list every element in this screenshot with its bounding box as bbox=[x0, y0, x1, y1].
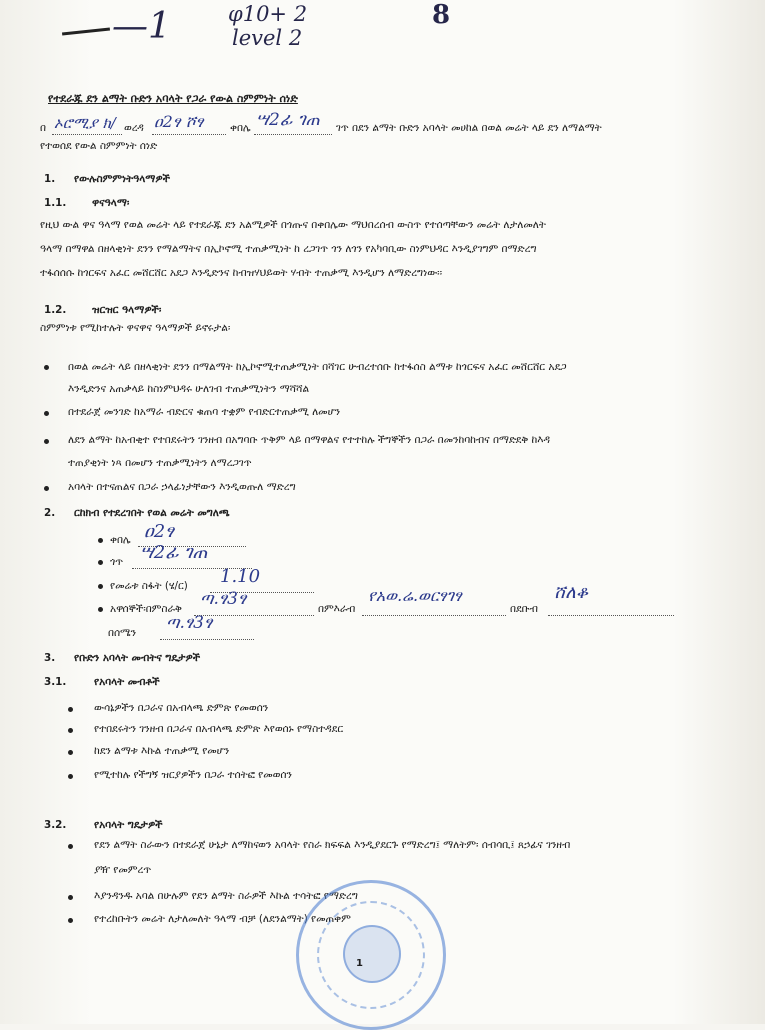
bullet-marker bbox=[68, 750, 73, 755]
s1-2-bullet-3-line-2: ተጠያቂነት ነጻ በመሆን ተጠቃሚነትን ለማረጋገጥ bbox=[68, 457, 252, 469]
bullet-marker bbox=[98, 538, 103, 543]
s1-2-bullet-3-line-1: ለደን ልማት ከአብቂተ የተበደሩትን ገንዘብ በአግባቡ ጥቅም ላይ በማዋልና የተተከሉ ችግኞችን በጋራ በመንከባከብና በማድደቅ ከእዳ bbox=[68, 434, 550, 446]
intro-woreda-label: ወረዳ bbox=[124, 122, 144, 134]
s3-2-number: 3.2. bbox=[44, 819, 67, 831]
s2-kebele-label: ቀበሌ bbox=[110, 534, 131, 546]
stamp-emblem-icon bbox=[343, 925, 401, 983]
s1-2-title: ዝርዝር ዓላማዎች፡ bbox=[92, 304, 162, 316]
s1-1-line-2: ዓላማ በማዋል በዘላቂነት ደንን የማልማትና በኢኮኖሚ ተጠቃሚነት ከ ረጋገጥ ጎን ለጎን የአካባቢው ስነምህዳር እንዲያገግም በማድረግ bbox=[40, 243, 537, 255]
s2-west-handwritten: የአወ.ሬ.ወርፃገፃ bbox=[368, 586, 462, 605]
s2-area-handwritten: 1.10 bbox=[220, 566, 261, 587]
s3-title: የቡድን አባላት መብትና ግዴታዎች bbox=[74, 652, 201, 664]
s1-1-line-1: የዚህ ውል ዋና ዓላማ የወል መሬት ላይ የተደራጁ ደን አልሚዎች በጎጡና በቀበሌው ማህበረሰብ ውስጥ የተሰጣቸውን መሬት ለታለመለት bbox=[40, 219, 546, 231]
s3-2-bullet-3: የተረከቡትን መሬት ለታለመለት ዓላማ ብቻ (ለደንልማት) የመጠቀም bbox=[94, 913, 351, 925]
s1-number: 1. bbox=[44, 173, 56, 185]
handwritten-note-line2: level 2 bbox=[232, 26, 303, 50]
s2-north-fill-line bbox=[160, 639, 254, 640]
intro-prefix: በ bbox=[40, 122, 46, 134]
bullet-marker bbox=[44, 486, 49, 491]
bullet-marker bbox=[68, 707, 73, 712]
official-stamp bbox=[296, 880, 446, 1030]
s1-title: የውሉስምምነትዓላማዎች bbox=[74, 173, 170, 185]
bullet-marker bbox=[98, 607, 103, 612]
zone-handwritten: ኦሮሚያ ክ/ bbox=[54, 114, 116, 132]
document-title: የተደራጁ ደን ልማት ቡድን አባላት የጋራ የውል ስምምነት ሰነድ bbox=[48, 92, 298, 105]
s3-1-bullet-2: የተበደሩትን ገንዘብ በጋራና በአብላጫ ድምጽ እየወሰኑ የማስተዳደር bbox=[94, 723, 344, 735]
s3-1-title: የአባላት መብቶች bbox=[94, 676, 160, 688]
s3-2-bullet-2: እያንዳንዱ አባል በሁሉም የደን ልማት ስራዎች እኩል ተሳትፎ የማድረግ bbox=[94, 890, 358, 902]
s3-2-bullet-1-line-2: ያዥ የመምረጥ bbox=[94, 864, 152, 876]
s2-got-label: ጎጥ bbox=[110, 556, 124, 568]
s2-north-label: በሰሜን bbox=[108, 627, 137, 639]
s1-2-bullet-1-line-1: በወል መሬት ላይ በዘላቂነት ደንን በማልማት ከኢኮኖሚተጠቃሚነት በሻገር ሁብረተሰቡ ከተፋሰስ ልማቱ ከጎርፍና አፈር መሸርሸር አደጋ bbox=[68, 361, 567, 373]
s1-1-line-3: ተፋሰሰሱ ከጎርፍና አፈር መሸርሸር አደጋ እንዲድንና ከብዝሃህይወት ሃብት ተጠቃሚ እንዲሆን ለማድረግነው፡፡ bbox=[40, 267, 443, 279]
s3-2-bullet-1-line-1: የደን ልማት ስራውን በተደራጀ ሁኔታ ለማከናወን አባላት የስራ ክፍፍል እንዲያደርጉ የማድረግ፤ ማለትም፡ ሰብሳቢ፤ ጸኃፊና ገንዘብ bbox=[94, 839, 571, 851]
intro-line2: የተወሰደ የውል ስምምነት ሰነድ bbox=[40, 140, 158, 152]
s1-2-bullet-2: በተደራጀ መንገድ ከአማራ ብድርና ቁጠባ ተቋም የብድርተጠቃሚ ለመሆን bbox=[68, 406, 341, 418]
intro-kebele-label: ቀበሌ bbox=[230, 122, 251, 134]
s2-title: ርከክብ የተደረገበት የወል መሬት መግለጫ bbox=[74, 507, 230, 519]
bullet-marker bbox=[44, 439, 49, 444]
bullet-marker bbox=[68, 774, 73, 779]
bullet-marker bbox=[68, 844, 73, 849]
s1-1-title: ዋናዓላማ፡ bbox=[92, 197, 130, 209]
woreda-handwritten: ዐ2ፃ ሾፃ bbox=[154, 112, 204, 131]
bullet-marker bbox=[44, 365, 49, 370]
s2-south-handwritten: ሸለቆ bbox=[554, 582, 589, 603]
s2-area-label: የመሬቱ ስፋት (ሄ/ር) bbox=[110, 580, 188, 592]
handwritten-note-line1: φ10+ 2 bbox=[228, 2, 308, 26]
bullet-marker bbox=[68, 918, 73, 923]
s2-south-fill-line bbox=[548, 615, 674, 616]
woreda-fill-line bbox=[152, 134, 226, 135]
kebele-fill-line bbox=[254, 134, 332, 135]
intro-rest: ገጥ በደን ልማት ቡድን አባላት መሀከል በወል መሬት ላይ ደን ለማልማት bbox=[336, 122, 602, 134]
s2-bound-label: አዋሰኞች፡በምስራቅ bbox=[110, 603, 182, 615]
s2-west-label: በምእራብ bbox=[318, 603, 356, 615]
s1-2-bullet-4: አባላት በተናጠልና በጋራ ኃላፊነታቸውን እንዲወጡለ ማድረግ bbox=[68, 481, 296, 493]
bullet-marker bbox=[68, 728, 73, 733]
bullet-marker bbox=[98, 584, 103, 589]
s3-2-title: የአባላት ግዴታዎች bbox=[94, 819, 163, 831]
s2-number: 2. bbox=[44, 507, 56, 519]
s3-1-bullet-3: ከደን ልማቱ እኩል ተጠቃሚ የመሆን bbox=[94, 745, 230, 757]
handwritten-mark: 8 bbox=[432, 0, 451, 30]
kebele-handwritten: ሣ2ፊ ገጠ bbox=[256, 110, 320, 130]
s1-2-intro: ስምምነቱ የሚከተሉት ዋናዋና ዓላማዎች ይኖሩታል፡ bbox=[40, 322, 231, 334]
s3-1-number: 3.1. bbox=[44, 676, 67, 688]
bullet-marker bbox=[68, 895, 73, 900]
page-number: 1 bbox=[356, 958, 363, 969]
s3-1-bullet-4: የሚተከሉ የችግኝ ዝርያዎችን በጋራ ተሰትፎ የመወሰን bbox=[94, 769, 292, 781]
s2-got-handwritten: ሣ2ፊ ገጠ bbox=[140, 542, 208, 563]
s2-east-handwritten: ጣ.ፃ3ፃ bbox=[200, 589, 247, 609]
handwritten-dash bbox=[62, 27, 110, 35]
s2-north-handwritten: ጣ.ፃ3ፃ bbox=[166, 613, 213, 633]
bullet-marker bbox=[98, 560, 103, 565]
s2-west-fill-line bbox=[362, 615, 506, 616]
bullet-marker bbox=[44, 411, 49, 416]
s1-2-number: 1.2. bbox=[44, 304, 67, 316]
s3-number: 3. bbox=[44, 652, 56, 664]
s1-2-bullet-1-line-2: እንዲድንና አጠቃላይ ከስነምህዳሩ ሁለገብ ተጠቃሚነትን ማሻሻል bbox=[68, 383, 310, 395]
handwritten-number: —1 bbox=[112, 6, 171, 47]
s2-south-label: በደቡብ bbox=[510, 603, 538, 615]
s3-1-bullet-1: ውሳኔዎችን በጋራና በአብላጫ ድምጽ የመወሰን bbox=[94, 702, 269, 714]
s2-kebele-handwritten: ዐ2ፃ bbox=[144, 521, 174, 542]
s1-1-number: 1.1. bbox=[44, 197, 67, 209]
zone-fill-line bbox=[52, 134, 122, 135]
